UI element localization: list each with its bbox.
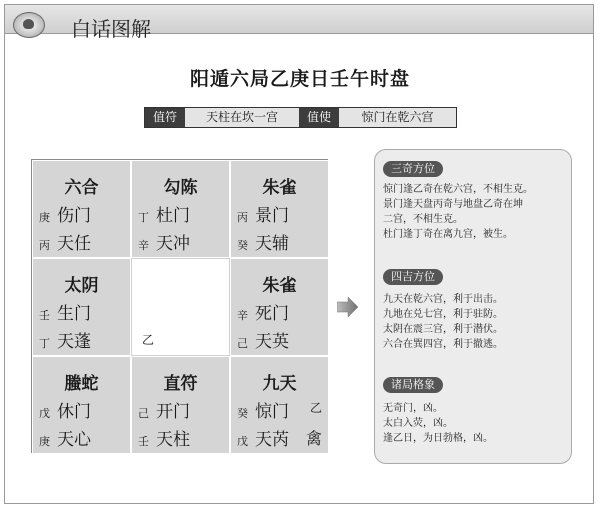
palace-deity: 螣蛇 bbox=[64, 374, 99, 394]
section-line: 杜门逢丁奇在离九宫，被生。 bbox=[383, 229, 513, 240]
palace-cell bbox=[230, 160, 329, 258]
palace-door: 惊门 bbox=[255, 402, 289, 422]
palace-door: 杜门 bbox=[156, 206, 190, 226]
palace-stem: 庚 bbox=[39, 435, 50, 448]
palace-cell bbox=[131, 356, 230, 454]
section-lines-siji bbox=[383, 292, 567, 352]
palace-door: 休门 bbox=[57, 402, 91, 422]
palace-cell bbox=[230, 258, 329, 356]
palace-deity: 九天 bbox=[262, 374, 297, 394]
palace-star: 天冲 bbox=[156, 234, 190, 254]
section-line: 惊门逢乙奇在乾六宫，不相生克。 bbox=[383, 184, 533, 195]
section-line: 逢乙日，为日勃格，凶。 bbox=[383, 433, 493, 444]
section-lines-geju bbox=[383, 401, 567, 446]
palace-deity: 直符 bbox=[163, 374, 198, 394]
palace-deity: 勾陈 bbox=[163, 178, 198, 198]
palace-star-row bbox=[39, 229, 91, 254]
analysis-panel bbox=[374, 149, 572, 464]
nine-palace-grid bbox=[31, 159, 328, 453]
dragon-emblem-icon bbox=[13, 12, 45, 38]
palace-star-row bbox=[138, 425, 190, 450]
arrow-right-icon bbox=[337, 296, 359, 318]
palace-deity: 六合 bbox=[64, 178, 99, 198]
palace-deity: 朱雀 bbox=[262, 178, 297, 198]
palace-cell bbox=[32, 356, 131, 454]
info-bar bbox=[144, 107, 457, 128]
palace-star: 天英 bbox=[255, 332, 289, 352]
palace-door-row bbox=[237, 397, 289, 422]
palace-star: 天蓬 bbox=[57, 332, 91, 352]
section-head-geju: 诸局格象 bbox=[383, 377, 443, 393]
palace-stem: 己 bbox=[237, 337, 248, 350]
section-line: 九天在乾六宫，利于出击。 bbox=[383, 294, 503, 305]
palace-star: 天辅 bbox=[255, 234, 289, 254]
section-line: 无奇门，凶。 bbox=[383, 403, 443, 414]
section-line: 二宫，不相生克。 bbox=[383, 214, 463, 225]
palace-door: 开门 bbox=[156, 402, 190, 422]
palace-stem: 丁 bbox=[39, 337, 50, 350]
palace-extra-star: 禽 bbox=[305, 429, 322, 448]
palace-star-row bbox=[39, 425, 91, 450]
palace-door: 伤门 bbox=[57, 206, 91, 226]
palace-star: 天心 bbox=[57, 430, 91, 450]
center-stem: 乙 bbox=[142, 333, 155, 347]
palace-star-row bbox=[237, 229, 289, 254]
header-bar bbox=[5, 5, 593, 41]
palace-door: 死门 bbox=[255, 304, 289, 324]
palace-stem: 戊 bbox=[237, 435, 248, 448]
section-line: 太白入荧，凶。 bbox=[383, 418, 453, 429]
info-value-zhishi: 惊门在乾六宫 bbox=[339, 108, 456, 127]
palace-door-row bbox=[237, 201, 289, 226]
section-lines-sanqi bbox=[383, 182, 567, 242]
palace-door: 景门 bbox=[255, 206, 289, 226]
palace-door-row bbox=[39, 397, 91, 422]
palace-stem: 丙 bbox=[39, 239, 50, 252]
section-line: 太阴在震三宫，利于潜伏。 bbox=[383, 324, 503, 335]
palace-stem: 辛 bbox=[237, 309, 248, 322]
palace-deity: 太阴 bbox=[64, 276, 99, 296]
section-line: 六合在巽四宫，利于撤逃。 bbox=[383, 339, 503, 350]
chart-title: 阳遁六局乙庚日壬午时盘 bbox=[189, 68, 410, 90]
palace-stem: 庚 bbox=[39, 211, 50, 224]
info-value-zhifu: 天柱在坎一宫 bbox=[185, 108, 299, 127]
palace-deity: 朱雀 bbox=[262, 276, 297, 296]
palace-stem: 壬 bbox=[39, 309, 50, 322]
palace-stem: 丁 bbox=[138, 211, 149, 224]
palace-stem: 丙 bbox=[237, 211, 248, 224]
palace-star: 天芮 bbox=[255, 430, 289, 450]
palace-stem: 己 bbox=[138, 407, 149, 420]
palace-stem: 戊 bbox=[39, 407, 50, 420]
header-title: 白话图解 bbox=[71, 17, 151, 41]
palace-stem: 壬 bbox=[138, 435, 149, 448]
palace-cell bbox=[32, 258, 131, 356]
info-label-zhishi: 值使 bbox=[299, 108, 339, 127]
palace-door-row bbox=[138, 397, 190, 422]
palace-star-row bbox=[237, 425, 289, 450]
palace-star-row bbox=[138, 229, 190, 254]
section-line: 九地在兑七宫，利于驻防。 bbox=[383, 309, 503, 320]
palace-star-row bbox=[237, 327, 289, 352]
palace-cell bbox=[32, 160, 131, 258]
section-head-sanqi: 三奇方位 bbox=[383, 161, 443, 177]
palace-cell bbox=[131, 160, 230, 258]
palace-door-row bbox=[39, 201, 91, 226]
palace-cell bbox=[230, 356, 329, 454]
center-palace-cell bbox=[131, 258, 230, 356]
palace-door: 生门 bbox=[57, 304, 91, 324]
info-label-zhifu: 值符 bbox=[145, 108, 185, 127]
palace-star: 天任 bbox=[57, 234, 91, 254]
palace-star-row bbox=[39, 327, 91, 352]
section-head-siji: 四吉方位 bbox=[383, 269, 443, 285]
section-line: 景门逢天盘丙奇与地盘乙奇在坤 bbox=[383, 199, 523, 210]
palace-door-row bbox=[138, 201, 190, 226]
palace-stem: 辛 bbox=[138, 239, 149, 252]
palace-star: 天柱 bbox=[156, 430, 190, 450]
palace-stem: 癸 bbox=[237, 239, 248, 252]
palace-door-row bbox=[237, 299, 289, 324]
palace-extra-stem: 乙 bbox=[309, 401, 322, 415]
palace-stem: 癸 bbox=[237, 407, 248, 420]
palace-door-row bbox=[39, 299, 91, 324]
